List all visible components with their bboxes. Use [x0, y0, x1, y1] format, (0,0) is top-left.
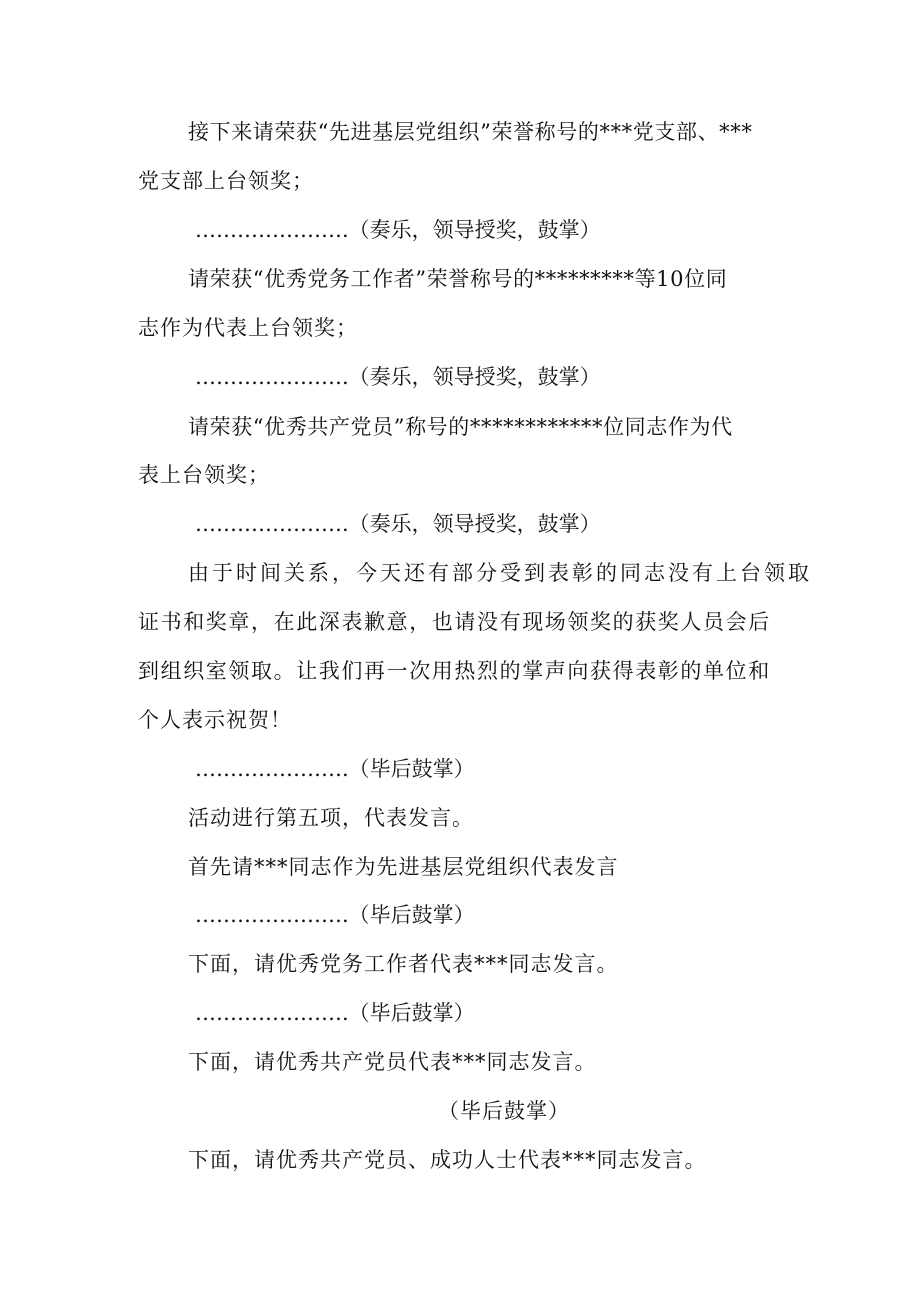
paragraph-line: 证书和奖章，在此深表歉意，也请没有现场领奖的获奖人员会后: [138, 610, 771, 634]
stage-direction: （毕后鼓掌）: [438, 1099, 570, 1123]
paragraph-line: 个人表示祝贺！: [138, 708, 292, 732]
paragraph-line: 请荣获“优秀党务工作者”荣誉称号的*********等10位同: [188, 267, 728, 291]
stage-direction: ………………….（奏乐，领导授奖，鼓掌）: [195, 365, 601, 389]
paragraph-line: 请荣获“优秀共产党员”称号的************位同志作为代: [188, 415, 733, 439]
paragraph-line: 表上台领奖；: [138, 463, 270, 487]
paragraph-line: 接下来请荣获“先进基层党组织”荣誉称号的***党支部、***: [188, 120, 753, 144]
stage-direction: ………………….（毕后鼓掌）: [195, 757, 475, 781]
paragraph-line: 下面，请优秀共产党员代表***同志发言。: [188, 1050, 597, 1074]
paragraph-line: 到组织室领取。让我们再一次用热烈的掌声向获得表彰的单位和: [138, 659, 771, 683]
stage-direction: ………………….（毕后鼓掌）: [195, 1001, 475, 1025]
paragraph-line: 下面，请优秀共产党员、成功人士代表***同志发言。: [188, 1148, 707, 1172]
paragraph-line: 志作为代表上台领奖；: [138, 316, 358, 340]
paragraph-line: 由于时间关系，今天还有部分受到表彰的同志没有上台领取: [188, 561, 812, 585]
stage-direction: ………………….（奏乐，领导授奖，鼓掌）: [195, 218, 601, 242]
paragraph-line: 首先请***同志作为先进基层党组织代表发言: [188, 855, 619, 879]
stage-direction: ………………….（奏乐，领导授奖，鼓掌）: [195, 512, 601, 536]
paragraph-line: 活动进行第五项，代表发言。: [188, 806, 474, 830]
paragraph-line: 下面，请优秀党务工作者代表***同志发言。: [188, 952, 619, 976]
stage-direction: ………………….（毕后鼓掌）: [195, 903, 475, 927]
paragraph-line: 党支部上台领奖；: [138, 169, 314, 193]
